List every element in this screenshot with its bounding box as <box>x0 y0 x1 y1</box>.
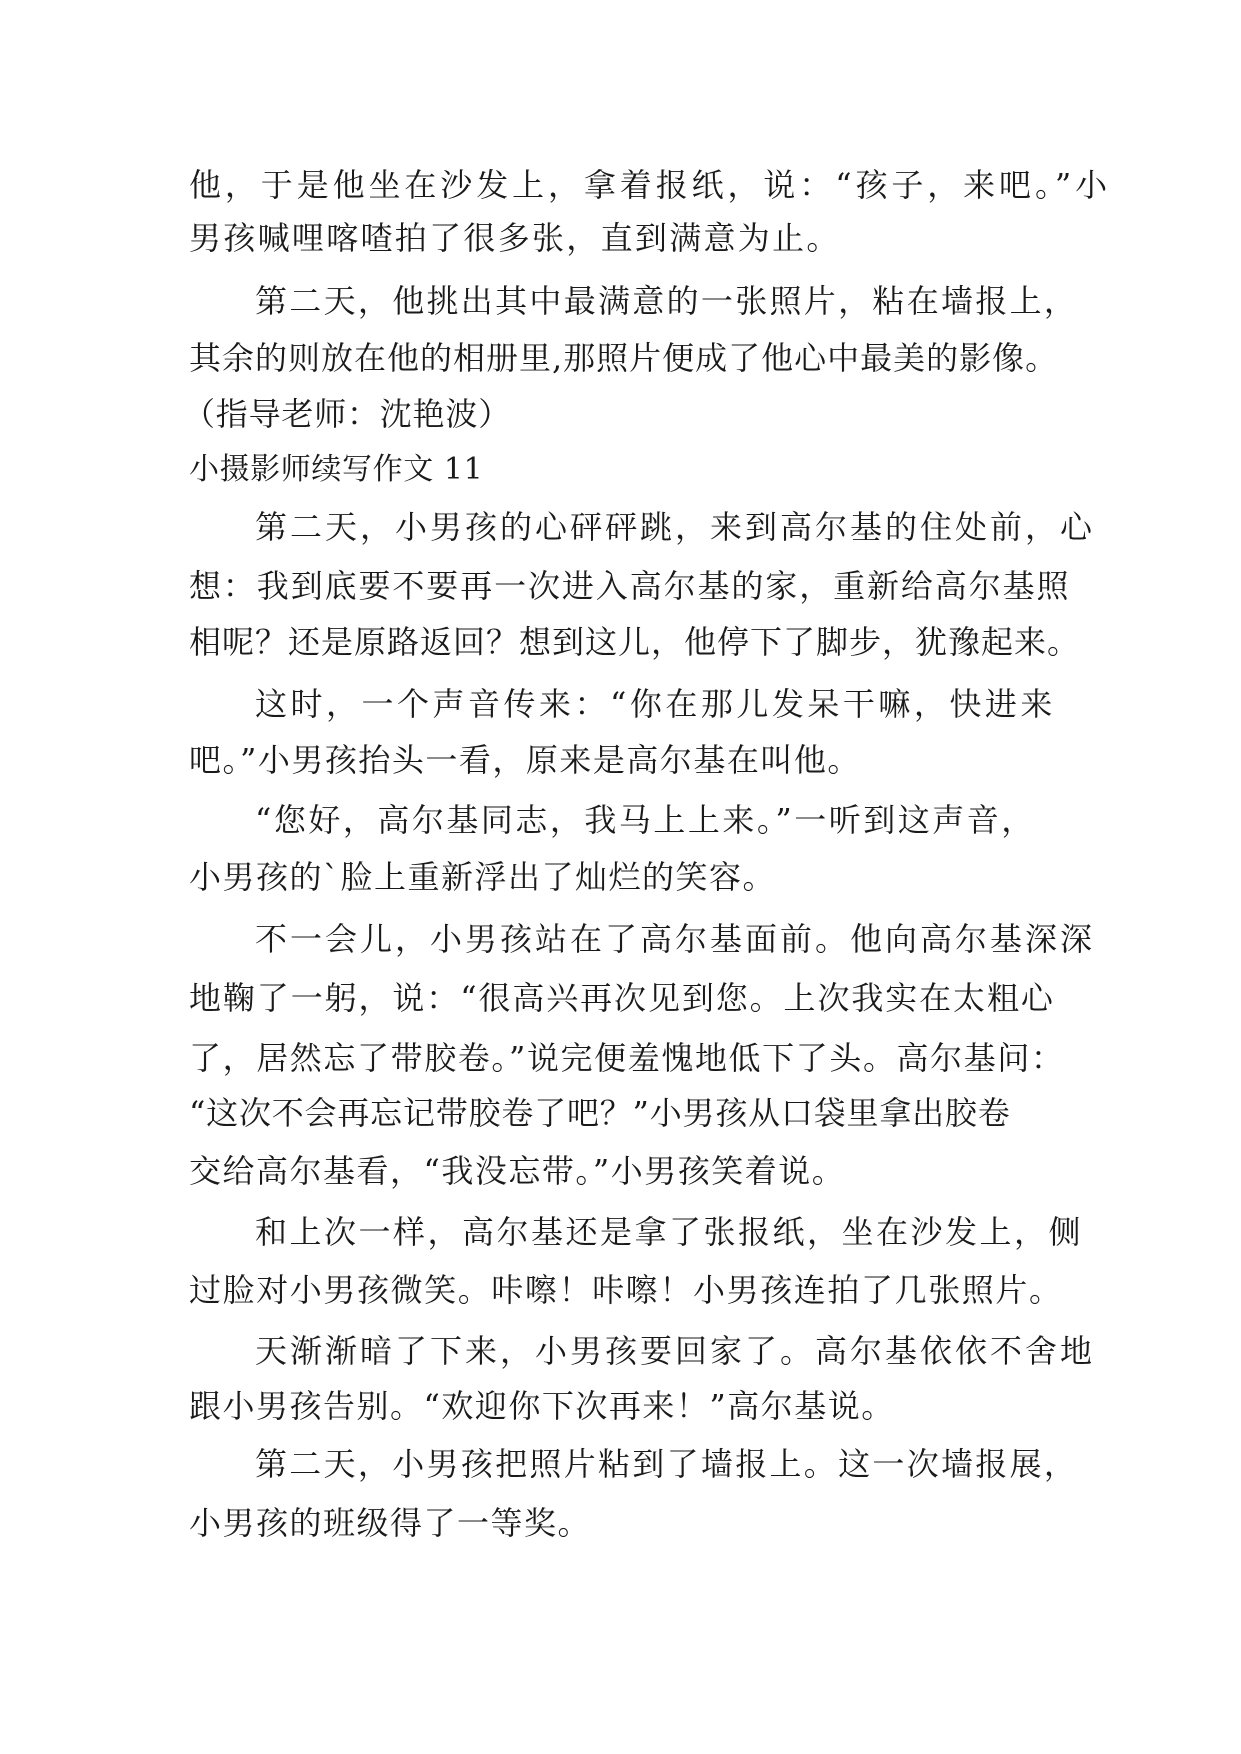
paragraph-line: 跟小男孩告别。“欢迎你下次再来！”高尔基说。 <box>189 1387 895 1425</box>
paragraph-line: 小男孩的班级得了一等奖。 <box>189 1504 592 1542</box>
section-heading: 小摄影师续写作文 11 <box>189 452 484 487</box>
paragraph-line: 了，居然忘了带胶卷。”说完便羞愧地低下了头。高尔基问： <box>189 1039 1065 1077</box>
paragraph-line: 这时，一个声音传来：“你在那儿发呆干嘛，快进来 <box>255 685 1056 723</box>
paragraph-line: 第二天，小男孩的心砰砰跳，来到高尔基的住处前，心 <box>255 508 1096 546</box>
paragraph-line: 交给高尔基看，“我没忘带。”小男孩笑着说。 <box>189 1152 846 1190</box>
paragraph-line: 地鞠了一躬，说：“很高兴再次见到您。上次我实在太粗心 <box>189 979 1055 1017</box>
paragraph-line: “这次不会再忘记带胶卷了吧？”小男孩从口袋里拿出胶卷 <box>189 1094 1011 1132</box>
paragraph-line: 他，于是他坐在沙发上，拿着报纸，说：“孩子，来吧。”小 <box>189 166 1112 204</box>
paragraph-line: 想：我到底要不要再一次进入高尔基的家，重新给高尔基照 <box>189 567 1071 605</box>
paragraph-line: 第二天，小男孩把照片粘到了墙报上。这一次墙报展， <box>255 1445 1079 1483</box>
paragraph-line: 其余的则放在他的相册里,那照片便成了他心中最美的影像。 <box>189 339 1059 377</box>
paragraph-line: 和上次一样，高尔基还是拿了张报纸，坐在沙发上，侧 <box>255 1213 1084 1251</box>
paragraph-line: 吧。”小男孩抬头一看，原来是高尔基在叫他。 <box>189 741 861 779</box>
paragraph-line: 第二天，他挑出其中最满意的一张照片，粘在墙报上， <box>255 282 1079 320</box>
paragraph-line: “您好，高尔基同志，我马上上来。”一听到这声音， <box>255 801 1036 839</box>
paragraph-line: 天渐渐暗了下来，小男孩要回家了。高尔基依依不舍地 <box>255 1332 1096 1370</box>
paragraph-line: 男孩喊哩喀喳拍了很多张，直到满意为止。 <box>189 219 841 257</box>
paragraph-line: 小男孩的`脸上重新浮出了灿烂的笑容。 <box>189 858 777 896</box>
paragraph-line: 不一会儿，小男孩站在了高尔基面前。他向高尔基深深 <box>255 920 1096 958</box>
paragraph-line: 相呢？还是原路返回？想到这儿，他停下了脚步，犹豫起来。 <box>189 623 1081 661</box>
teacher-credit: （指导老师：沈艳波） <box>183 395 512 433</box>
paragraph-line: 过脸对小男孩微笑。咔嚓！咔嚓！小男孩连拍了几张照片。 <box>189 1271 1063 1309</box>
